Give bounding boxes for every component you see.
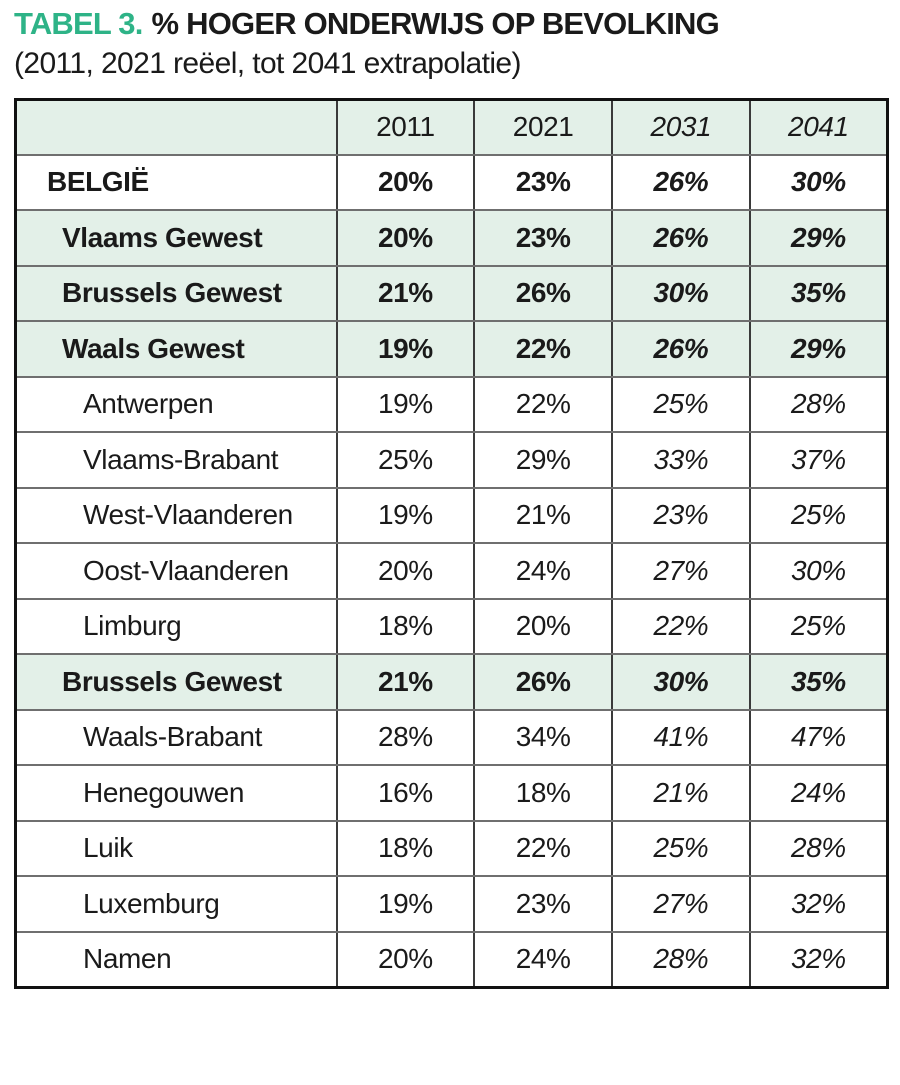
table-title [14, 6, 886, 43]
value-cell: 37% [750, 432, 888, 488]
value-cell: 18% [337, 599, 475, 655]
row-label: Luik [16, 821, 337, 877]
table-row-belgi- [16, 155, 888, 211]
value-cell: 24% [474, 932, 612, 988]
value-cell: 23% [612, 488, 750, 544]
row-label: Limburg [16, 599, 337, 655]
value-cell: 23% [474, 210, 612, 266]
header-row [16, 100, 888, 155]
value-cell: 28% [337, 710, 475, 766]
value-cell: 27% [612, 876, 750, 932]
value-cell: 34% [474, 710, 612, 766]
row-label: Brussels Gewest [16, 266, 337, 322]
table-row-vlaams-gewest [16, 210, 888, 266]
table-row-henegouwen [16, 765, 888, 821]
value-cell: 26% [474, 654, 612, 710]
value-cell: 25% [750, 488, 888, 544]
row-label: Henegouwen [16, 765, 337, 821]
value-cell: 21% [337, 266, 475, 322]
value-cell: 22% [474, 821, 612, 877]
header-cell-2031: 2031 [612, 100, 750, 155]
table-subtitle: (2011, 2021 reëel, tot 2041 extrapolatie) [14, 46, 521, 80]
data-table [14, 98, 889, 989]
value-cell: 21% [612, 765, 750, 821]
value-cell: 24% [474, 543, 612, 599]
value-cell: 26% [612, 210, 750, 266]
table-row-limburg [16, 599, 888, 655]
value-cell: 35% [750, 654, 888, 710]
value-cell: 30% [750, 543, 888, 599]
header-cell-empty [16, 100, 337, 155]
row-label: Waals Gewest [16, 321, 337, 377]
header-cell-2011: 2011 [337, 100, 475, 155]
value-cell: 25% [750, 599, 888, 655]
header-cell-2041: 2041 [750, 100, 888, 155]
row-label: Oost-Vlaanderen [16, 543, 337, 599]
row-label: Vlaams-Brabant [16, 432, 337, 488]
value-cell: 21% [337, 654, 475, 710]
value-cell: 28% [750, 821, 888, 877]
value-cell: 20% [337, 155, 475, 211]
row-label: Vlaams Gewest [16, 210, 337, 266]
table-title-text: % HOGER ONDERWIJS OP BEVOLKING [151, 6, 719, 41]
value-cell: 30% [612, 654, 750, 710]
row-label: Luxemburg [16, 876, 337, 932]
row-label: West-Vlaanderen [16, 488, 337, 544]
value-cell: 29% [474, 432, 612, 488]
value-cell: 30% [612, 266, 750, 322]
table-row-oost-vlaanderen [16, 543, 888, 599]
value-cell: 27% [612, 543, 750, 599]
value-cell: 25% [337, 432, 475, 488]
table-row-namen [16, 932, 888, 988]
value-cell: 19% [337, 377, 475, 433]
value-cell: 22% [474, 321, 612, 377]
value-cell: 25% [612, 821, 750, 877]
value-cell: 20% [337, 932, 475, 988]
value-cell: 47% [750, 710, 888, 766]
table-row-west-vlaanderen [16, 488, 888, 544]
value-cell: 19% [337, 876, 475, 932]
value-cell: 22% [474, 377, 612, 433]
value-cell: 19% [337, 488, 475, 544]
value-cell: 32% [750, 932, 888, 988]
value-cell: 41% [612, 710, 750, 766]
table-row-luik [16, 821, 888, 877]
table-number-label: TABEL 3. [14, 6, 143, 41]
value-cell: 18% [337, 821, 475, 877]
table-row-brussels-gewest [16, 654, 888, 710]
value-cell: 24% [750, 765, 888, 821]
value-cell: 35% [750, 266, 888, 322]
table-row-antwerpen [16, 377, 888, 433]
row-label: Namen [16, 932, 337, 988]
table-row-waals-brabant [16, 710, 888, 766]
row-label: BELGIË [16, 155, 337, 211]
header-cell-2021: 2021 [474, 100, 612, 155]
value-cell: 26% [612, 321, 750, 377]
value-cell: 20% [337, 210, 475, 266]
table-row-luxemburg [16, 876, 888, 932]
value-cell: 25% [612, 377, 750, 433]
value-cell: 22% [612, 599, 750, 655]
value-cell: 20% [337, 543, 475, 599]
value-cell: 19% [337, 321, 475, 377]
value-cell: 26% [612, 155, 750, 211]
value-cell: 30% [750, 155, 888, 211]
value-cell: 23% [474, 155, 612, 211]
table-row-brussels-gewest [16, 266, 888, 322]
value-cell: 29% [750, 321, 888, 377]
value-cell: 29% [750, 210, 888, 266]
value-cell: 18% [474, 765, 612, 821]
value-cell: 21% [474, 488, 612, 544]
value-cell: 32% [750, 876, 888, 932]
value-cell: 33% [612, 432, 750, 488]
value-cell: 20% [474, 599, 612, 655]
value-cell: 28% [612, 932, 750, 988]
row-label: Antwerpen [16, 377, 337, 433]
value-cell: 23% [474, 876, 612, 932]
value-cell: 26% [474, 266, 612, 322]
table-row-vlaams-brabant [16, 432, 888, 488]
row-label: Brussels Gewest [16, 654, 337, 710]
value-cell: 16% [337, 765, 475, 821]
table-row-waals-gewest [16, 321, 888, 377]
row-label: Waals-Brabant [16, 710, 337, 766]
value-cell: 28% [750, 377, 888, 433]
